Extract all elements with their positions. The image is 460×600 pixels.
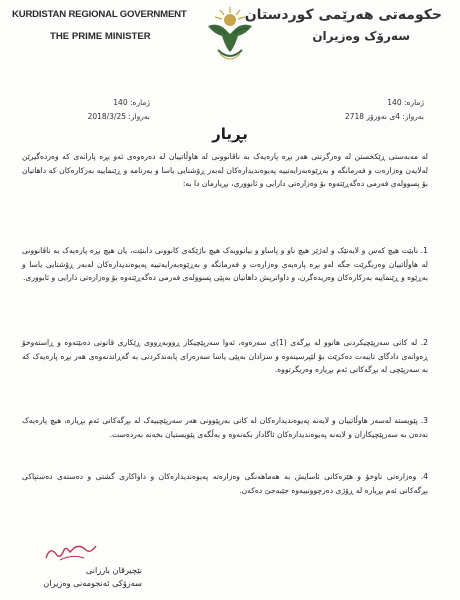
reference-date-kurdish: بەروار: 4ی نەورۆز 2718 — [344, 112, 424, 121]
signatory-name: نێچیرڤان بارزانی — [85, 565, 142, 575]
decision-title: بڕیار — [212, 125, 248, 143]
intro-paragraph: لە مەبەستی ڕێکخستن لە وەرگرتنی هەر بڕە پارەیەک بە ناڤانوونی لە هاوڵاتییان لە دەرەوەی ئەو بڕە پارانەی کە وەردەگیرێن لەلایەن وەزارەت و فەرمانگە و بەڕێوەبەرایەتییە پەیوەندیدارەکان لەبەر ڕۆشنایی یاسا و بەرنامە و ڕێنماییە بەرکارەکان کە داهاتیان بۆ پسوولەی فەرمی دەگەڕێتەوە بۆ وەزارەتی دارایی و ئابووری، بڕیارمان دا بە: — [22, 152, 428, 189]
office-name-en: THE PRIME MINISTER — [50, 31, 151, 42]
decision-clause-4: 4. وەزارەتی ناوخۆ و هێزەکانی ئاسایش بە هەماهەنگی وەزارەتە پەیوەندیدارەکان و داواکاری گشتی و دەستەی دەستپاکی بڕگەکانی ئەم بڕیارە لە ڕۆژی دەرچوونییەوە جێبەجێ دەکەن. — [22, 472, 428, 495]
decision-clause-2: 2. لە کاتی سەرپێچیکردنی هاتوو لە بڕگەی (1)ی سەرەوە، ئەوا سەرپێچیکار ڕووبەڕووی ڕێکاری قانونی دەبێتەوە و ڕاستەوخۆ ڕەوانەی دادگای تایبەت دەکرێت بۆ لێپرسینەوە و سزادان بەپێی یاسا سەرەرای پابەندکردنی بە گەڕاندنەوەی هەر بڕە پارەیەک کە بە سەرپێچی لە بڕگەکانی ئەم بڕیارە وەریگرتووە. — [22, 338, 428, 375]
decision-clause-3: 3. پێویستە لەسەر هاوڵاتییان و لایەنە پەیوەندیدارەکان لە کاتی بەرپێوونی هەر سەرپێچییەک لە بڕگەکانی ئەم بڕیارە، هیچ پارەیەک نەدەن بە سەرپێچیکاران و لایەنە پەیوەندیدارەکان ئاگادار بکەنەوە و بەڵگەی پێویستیان بخەنە بەردەست. — [22, 416, 428, 439]
kurdish-letterhead — [244, 7, 442, 43]
reference-left — [40, 98, 150, 121]
reference-right — [294, 98, 424, 121]
english-letterhead — [12, 9, 187, 42]
gov-name-en: KURDISTAN REGIONAL GOVERNMENT — [12, 9, 187, 20]
reference-number: ژمارە: 140 — [387, 98, 424, 107]
signatory-title: سەرۆکی ئەنجومەنی وەزیران — [43, 578, 142, 588]
gov-name-ku: حکومەتی هەرێمی کوردستان — [244, 7, 442, 23]
handwritten-signature — [40, 540, 100, 564]
office-name-ku: سەرۆک وەزیران — [312, 29, 410, 43]
decision-clause-1: 1. نابێت هیچ کەس و لایەنێک و لەژێر هیچ ناو و پاساو و بیانوویەک هیچ باژێکەی کانوونی دابنێت، یان هیچ بڕە پارەیەک بە ناڤانوونی لە هاوڵاتییان وەربگرێت جگە لەو بڕە پارەیەی وەزارەت و فەرمانگە و بەڕێوەبەرایەتییە پەیوەندیدارەکان لەبەر ڕۆشنایی یاسا و بەڕێوە و ڕێنماییە بەرکارەکان وەریدەگرن، و داواتریش داهاتیان بەپێی پسوولەی فەرمی دەگەڕێتەوە بۆ وەزارەتی دارایی و ئابووری. — [22, 246, 428, 283]
reference-number: ژمارە: 140 — [113, 98, 150, 107]
reference-date: بەروار: 2018/3/25 — [87, 112, 150, 121]
